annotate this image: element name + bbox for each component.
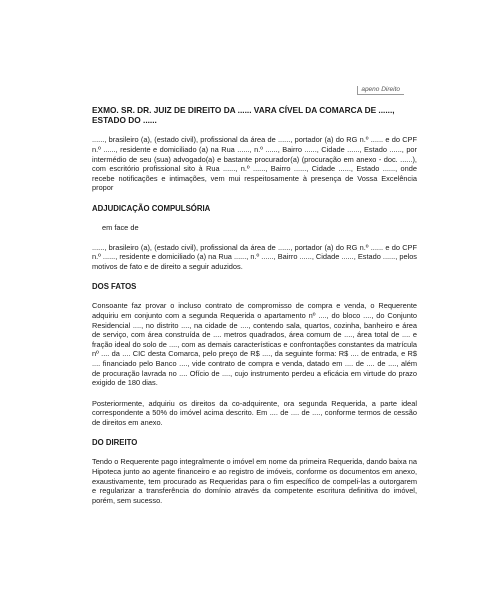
document-body bbox=[92, 105, 417, 505]
intro-paragraph: ......, brasileiro (a), (estado civil), profissional da área de ......, portador (a) do RG n.º ...... e do CPF n.º ......, residente e domiciliado (a) na Rua ......, n.º ......, Bairro ......, Cidade ......, Estado ......, por intermédio de seu (sua) advogado(a) e bastante procurador(a) (procuração em anexo - doc. ......), com escritório profissional sito à Rua ......, n.º ......, Bairro ......, Cidade ......, Estado ......, onde recebe notificações e intimações, vem mui respeitosamente à presença de Vossa Excelência propor bbox=[92, 135, 417, 193]
facts-paragraph-1: Consoante faz provar o incluso contrato de compromisso de compra e venda, o Requerente adquiriu em conjunto com a segunda Requerida o apartamento nº ...., do bloco ...., do Conjunto Residencial ...., no distrito ...., na cidade de ...., contendo sala, quartos, cozinha, banheiro e área de serviço, com área construída de .... metros quadrados, área comum de ...., área total de .... e fração ideal do solo de ...., com as demais características e confrontações constantes da matrícula nº .... da .... CIC desta Comarca, pelo preço de R$ ...., da seguinte forma: R$ .... de entrada, e R$ .... financiado pelo Banco ...., vide contrato de compra e venda, datado em .... de .... de ...., além de procuração lavrada no .... Ofício de ...., cujo instrumento perdeu a eficácia em virtude do prazo exigido de 180 dias. bbox=[92, 301, 417, 388]
action-heading: ADJUDICAÇÃO COMPULSÓRIA bbox=[92, 203, 211, 213]
defendant-paragraph: ......, brasileiro (a), (estado civil), profissional da área de ......, portador (a) do RG n.º ...... e do CPF n.º ......, residente e domiciliado (a) na Rua ......, n.º ......, Bairro ......, Cidade ......, Estado ......, pelos motivos de fato e de direito a seguir aduzidos. bbox=[92, 242, 417, 271]
em-face-text: em face de bbox=[102, 222, 139, 232]
facts-paragraph-2: Posteriormente, adquiriu os direitos da co-adquirente, ora segunda Requerida, a parte ideal correspondente a 50% do imóvel acima descrito. Em .... de .... de ...., conforme termos de cessão de direitos em anexo. bbox=[92, 398, 417, 427]
document-title: EXMO. SR. DR. JUIZ DE DIREITO DA ...... VARA CÍVEL DA COMARCA DE ......, ESTADO DO ...... bbox=[92, 105, 395, 126]
law-paragraph-1: Tendo o Requerente pago integralmente o imóvel em nome da primeira Requerida, dando baixa na Hipoteca junto ao agente financeiro e ao registro de imóveis, conforme os documentos em anexo, exaustivamente, tem procurado as Requeridas para o fim específico de compeli-las a outorgarem e regularizar a transferência do domínio através da competente escritura definitiva do imóvel, porém, sem sucesso. bbox=[92, 457, 417, 505]
header-tag: apeno Direito bbox=[357, 86, 404, 95]
law-heading: DO DIREITO bbox=[92, 438, 138, 448]
facts-heading: DOS FATOS bbox=[92, 282, 137, 292]
